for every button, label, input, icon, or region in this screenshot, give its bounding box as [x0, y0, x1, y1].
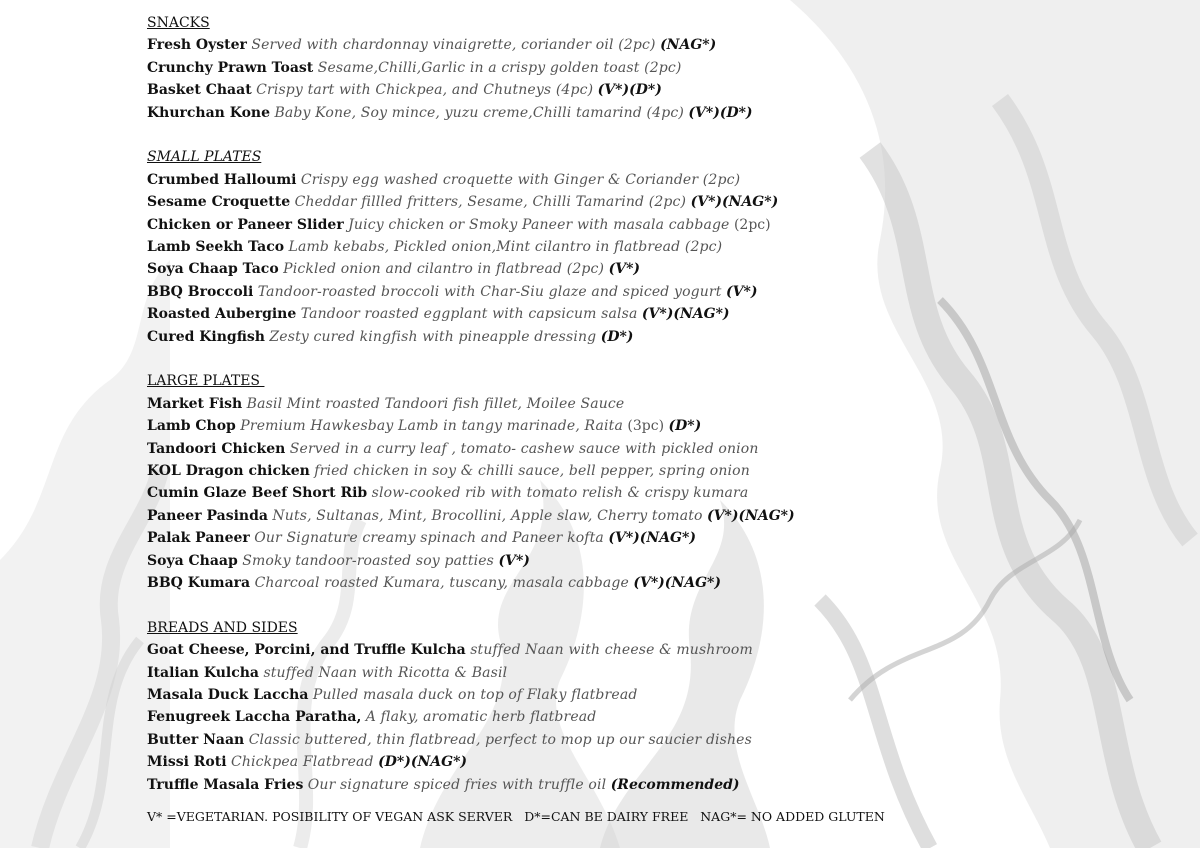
dish-name: Tandoori Chicken: [147, 440, 286, 457]
menu-item: [147, 639, 1147, 661]
menu-item: [147, 505, 1147, 527]
dish-description: Nuts, Sultanas, Mint, Brocollini, Apple slaw, Cherry tomato: [272, 507, 703, 524]
dietary-tag: (NAG*): [660, 37, 717, 54]
dish-name: Fresh Oyster: [147, 37, 247, 54]
dish-description: Our signature spiced fries with truffle oil: [307, 776, 607, 793]
dish-name: BBQ Broccoli: [147, 283, 254, 300]
section-title: LARGE PLATES: [147, 373, 265, 390]
dish-name: Lamb Seekh Taco: [147, 239, 285, 256]
dish-description: Tandoor-roasted broccoli with Char-Siu glaze and spiced yogurt: [257, 283, 722, 300]
dietary-tag: (V*): [498, 552, 530, 569]
menu-section: [147, 370, 1147, 594]
dietary-tag: (V*): [726, 283, 758, 300]
dish-name: Khurchan Kone: [147, 104, 271, 121]
dish-description: stuffed Naan with cheese & mushroom: [470, 642, 753, 659]
dietary-tag: (V*)(D*): [688, 104, 753, 121]
dish-name: Masala Duck Laccha: [147, 687, 309, 704]
dish-description: stuffed Naan with Ricotta & Basil: [263, 664, 508, 681]
menu-item: [147, 527, 1147, 549]
dish-description: Zesty cured kingfish with pineapple dressing: [269, 328, 597, 345]
menu-item: [147, 57, 1147, 79]
dietary-tag: (V*)(NAG*): [707, 507, 795, 524]
dish-description: Smoky tandoor-roasted soy patties: [242, 552, 495, 569]
dish-description: fried chicken in soy & chilli sauce, bell pepper, spring onion: [314, 463, 750, 480]
dish-name: Crumbed Halloumi: [147, 171, 297, 188]
dish-description: Served with chardonnay vinaigrette, coriander oil (2pc): [251, 37, 656, 54]
dish-description: Baby Kone, Soy mince, yuzu creme,Chilli tamarind (4pc): [274, 104, 684, 121]
dish-portion: (2pc): [733, 216, 771, 233]
dietary-tag: (V*)(NAG*): [690, 194, 779, 211]
menu-item: [147, 415, 1147, 437]
dish-name: Paneer Pasinda: [147, 507, 268, 524]
dish-description: A flaky, aromatic herb flatbread: [365, 709, 597, 726]
dish-name: Butter Naan: [147, 731, 245, 748]
dish-name: Truffle Masala Fries: [147, 776, 304, 793]
dish-name: Italian Kulcha: [147, 664, 259, 681]
dish-description: Crispy egg washed croquette with Ginger & Coriander (2pc): [300, 171, 741, 188]
dish-description: Charcoal roasted Kumara, tuscany, masala cabbage: [254, 574, 629, 591]
dish-description: Crispy tart with Chickpea, and Chutneys (4pc): [256, 82, 594, 99]
dietary-tag: (V*)(NAG*): [633, 574, 721, 591]
section-title: SMALL PLATES: [147, 149, 262, 166]
menu-section: [147, 617, 1147, 796]
dish-name: Roasted Aubergine: [147, 306, 297, 323]
menu-item: [147, 662, 1147, 684]
dish-name: Chicken or Paneer Slider: [147, 216, 344, 233]
dish-description: Juicy chicken or Smoky Paneer with masala cabbage: [348, 216, 730, 233]
dish-name: Cumin Glaze Beef Short Rib: [147, 485, 368, 502]
menu-item: [147, 774, 1147, 796]
menu-item: [147, 303, 1147, 325]
menu-item: [147, 729, 1147, 751]
dish-description: Our Signature creamy spinach and Paneer kofta: [254, 530, 604, 547]
menu-item: [147, 236, 1147, 258]
dish-description: Tandoor roasted eggplant with capsicum salsa: [300, 306, 638, 323]
section-title: BREADS AND SIDES: [147, 619, 298, 636]
dish-description: Cheddar fillled fritters, Sesame, Chilli Tamarind (2pc): [294, 194, 687, 211]
dietary-tag: (D*)(NAG*): [378, 754, 468, 771]
dish-name: Sesame Croquette: [147, 194, 291, 211]
dish-description: Premium Hawkesbay Lamb in tangy marinade, Raita: [240, 418, 623, 435]
dietary-tag: (D*): [668, 418, 702, 435]
dish-description: Lamb kebabs, Pickled onion,Mint cilantro in flatbread (2pc): [288, 239, 723, 256]
dish-description: Chickpea Flatbread: [230, 754, 374, 771]
menu-item: [147, 102, 1147, 124]
menu-item: [147, 281, 1147, 303]
dish-name: Soya Chaap: [147, 552, 238, 569]
menu-item: [147, 482, 1147, 504]
menu-item: [147, 326, 1147, 348]
dish-description: Pickled onion and cilantro in flatbread (2pc): [283, 261, 605, 278]
menu-section: [147, 12, 1147, 124]
dish-name: Soya Chaap Taco: [147, 261, 279, 278]
dish-name: Fenugreek Laccha Paratha,: [147, 709, 362, 726]
dish-description: Pulled masala duck on top of Flaky flatbread: [312, 687, 638, 704]
menu-section: [147, 146, 1147, 348]
dietary-tag: (D*): [600, 328, 634, 345]
dish-description: Served in a curry leaf , tomato- cashew sauce with pickled onion: [289, 440, 759, 457]
menu: [147, 12, 1147, 819]
menu-item: [147, 706, 1147, 728]
dietary-legend: V* =VEGETARIAN. POSIBILITY OF VEGAN ASK SERVER D*=CAN BE DAIRY FREE NAG*= NO ADDED GLUTEN: [147, 809, 885, 824]
menu-item: [147, 684, 1147, 706]
menu-item: [147, 438, 1147, 460]
menu-item: [147, 550, 1147, 572]
dietary-tag: (V*): [608, 261, 641, 278]
dish-description: Sesame,Chilli,Garlic in a crispy golden toast (2pc): [317, 59, 682, 76]
dish-name: Lamb Chop: [147, 418, 236, 435]
menu-item: [147, 169, 1147, 191]
dish-name: Cured Kingfish: [147, 328, 265, 345]
menu-item: [147, 79, 1147, 101]
section-title: SNACKS: [147, 15, 210, 31]
dish-description: slow-cooked rib with tomato relish & crispy kumara: [371, 485, 749, 502]
dish-name: Goat Cheese, Porcini, and Truffle Kulcha: [147, 642, 466, 659]
dietary-tag: (V*)(NAG*): [608, 530, 696, 547]
dietary-tag: (Recommended): [610, 776, 740, 793]
dish-description: Basil Mint roasted Tandoori fish fillet, Moilee Sauce: [246, 395, 625, 412]
dietary-tag: (V*)(D*): [597, 82, 662, 99]
menu-item: [147, 214, 1147, 236]
menu-item: [147, 751, 1147, 773]
menu-item: [147, 34, 1147, 56]
menu-item: [147, 258, 1147, 280]
dietary-tag: (V*)(NAG*): [641, 306, 730, 323]
menu-item: [147, 460, 1147, 482]
menu-item: [147, 572, 1147, 594]
dish-name: BBQ Kumara: [147, 574, 251, 591]
dish-description: Classic buttered, thin flatbread, perfect to mop up our saucier dishes: [248, 731, 752, 748]
dish-name: Palak Paneer: [147, 530, 250, 547]
dish-portion: (3pc): [627, 418, 665, 435]
menu-item: [147, 393, 1147, 415]
menu-item: [147, 191, 1147, 213]
dish-name: KOL Dragon chicken: [147, 463, 310, 480]
dish-name: Crunchy Prawn Toast: [147, 59, 314, 76]
dish-name: Market Fish: [147, 395, 243, 412]
dish-name: Basket Chaat: [147, 82, 252, 99]
dish-name: Missi Roti: [147, 754, 227, 771]
